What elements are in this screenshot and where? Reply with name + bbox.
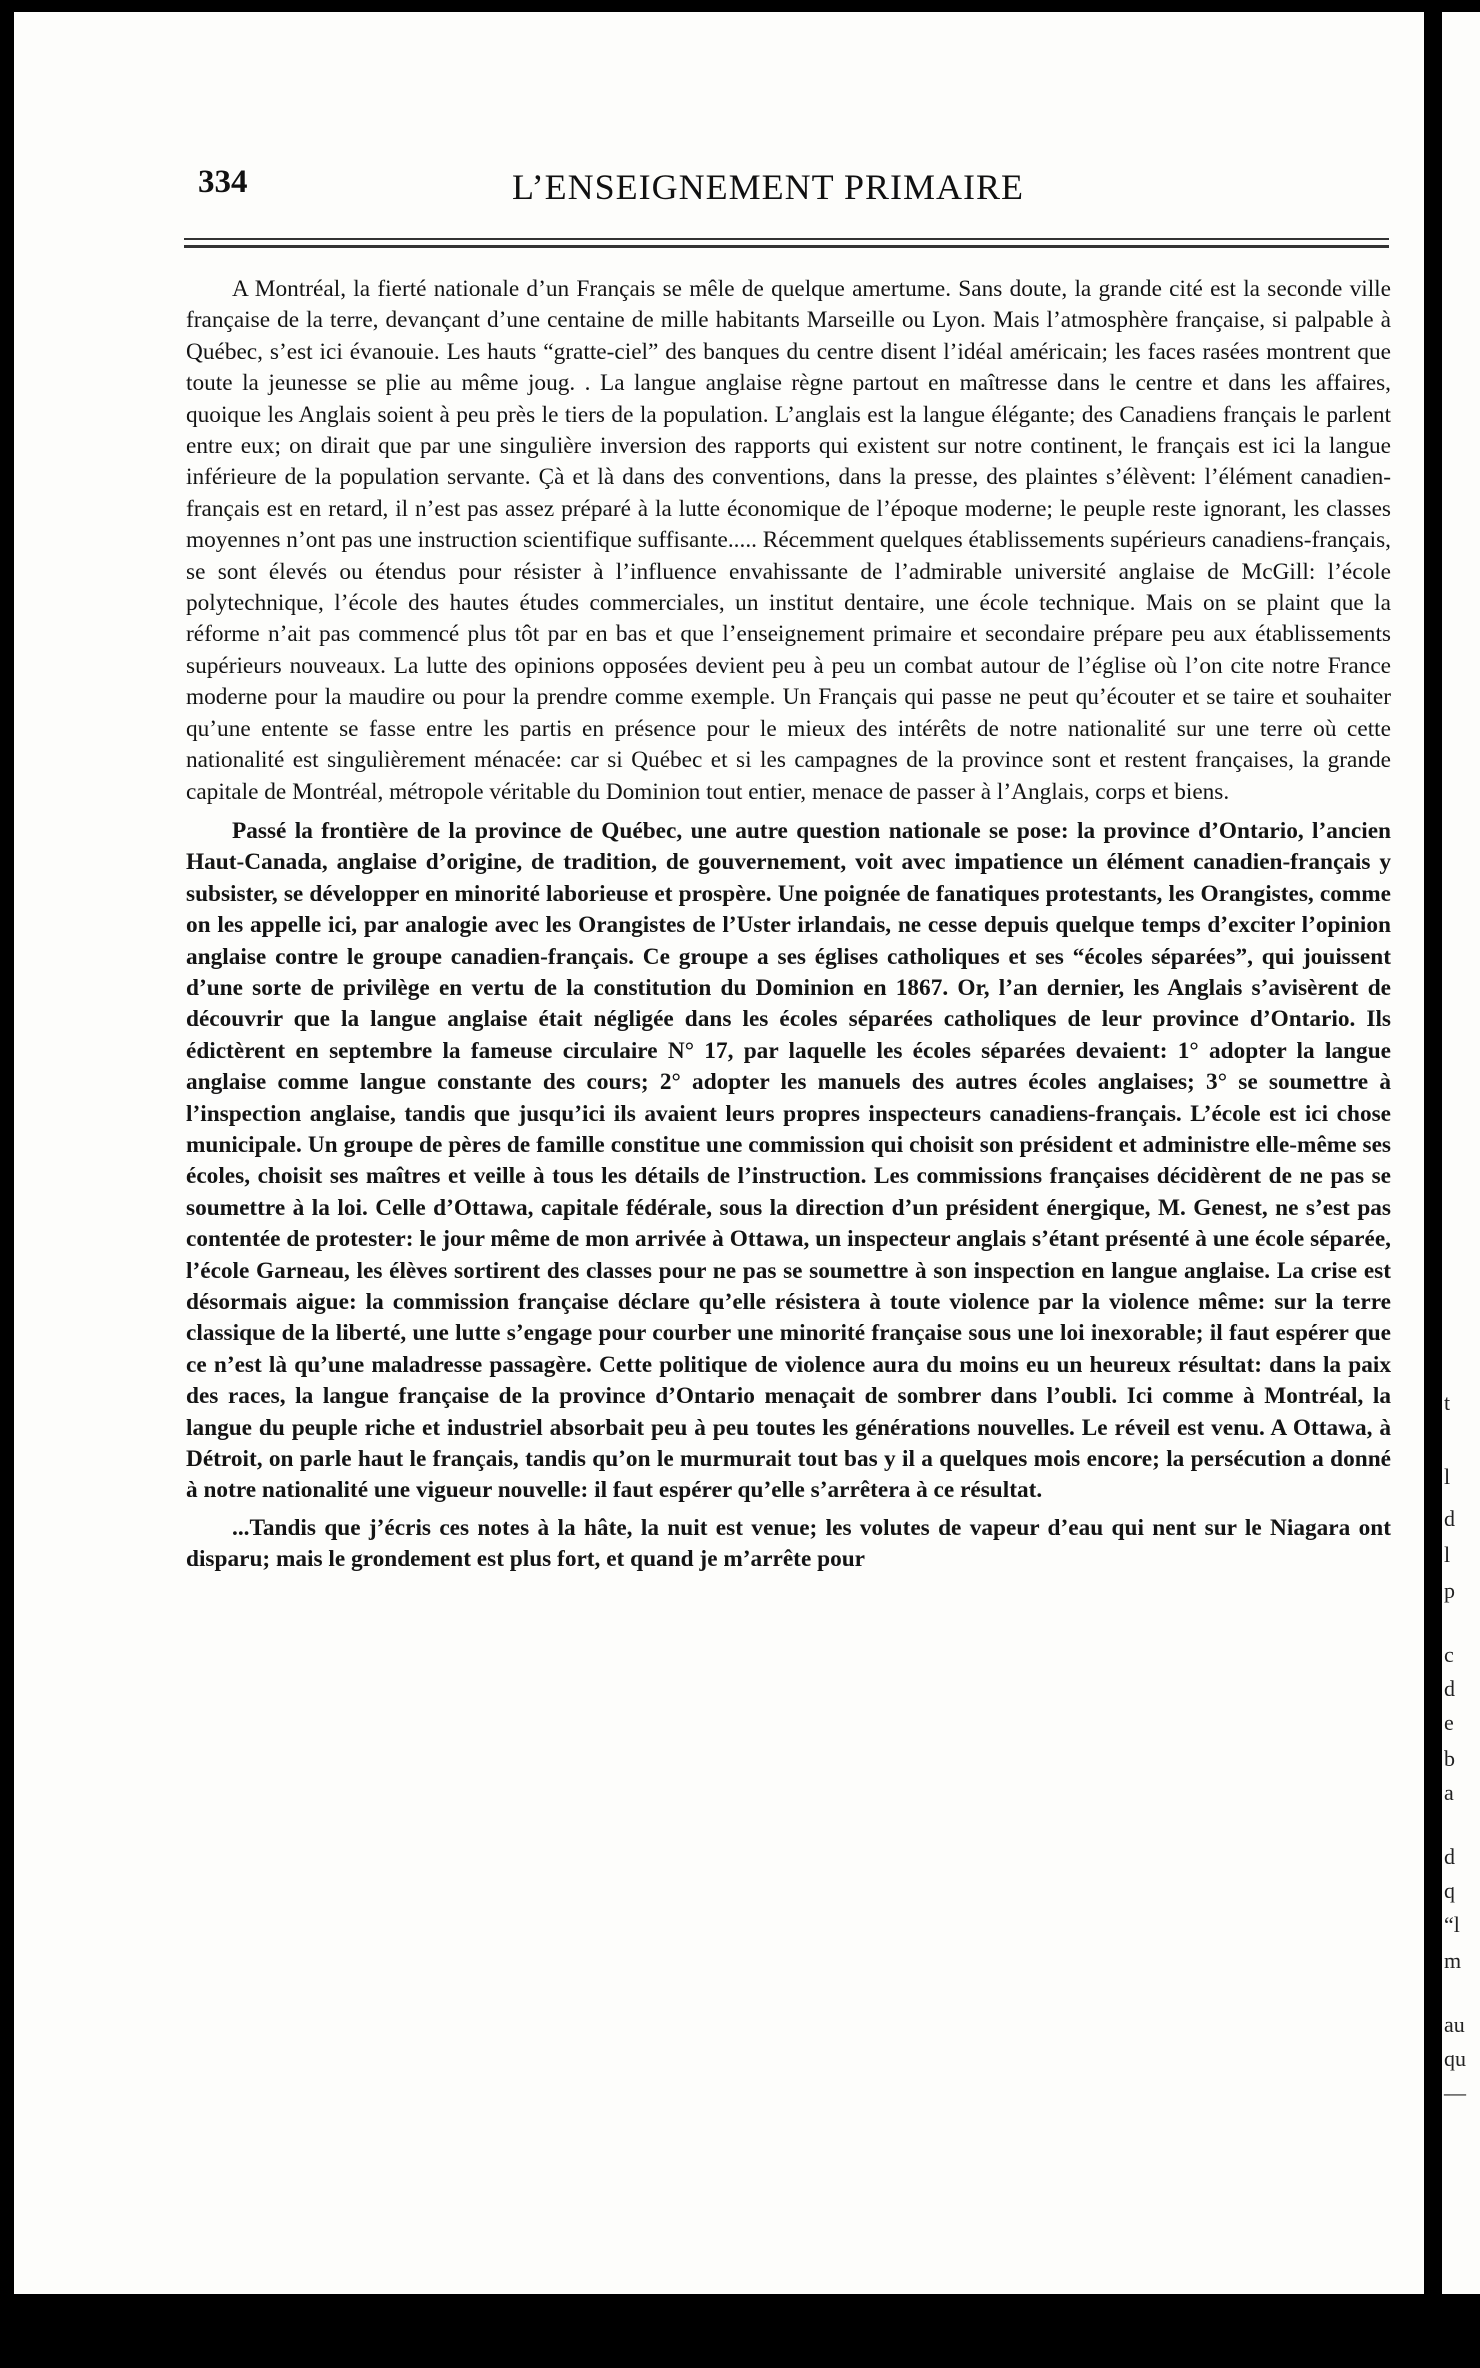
paragraph-niagara: ...Tandis que j’écris ces notes à la hâte, la nuit est venue; les volutes de vapeur d’eau qui nent sur le Niagara ont disparu; mais le grondement est plus fort, et quand je m’arrête pour — [186, 1514, 1391, 1573]
adjacent-page-edge — [1442, 12, 1480, 2294]
adjacent-fragment: “l — [1444, 1912, 1460, 1937]
adjacent-fragment: p — [1444, 1578, 1455, 1603]
adjacent-fragment: l — [1444, 1464, 1451, 1489]
adjacent-fragment: m — [1444, 1948, 1462, 1973]
adjacent-fragment: q — [1444, 1878, 1455, 1903]
header-rule-thin — [184, 238, 1389, 240]
paragraph-montreal: A Montréal, la fierté nationale d’un Français se mêle de quelque amertume. Sans doute, la grande cité est la seconde ville française de la terre, devançant d’une centaine de mille habitants Marseille ou Lyon. Mais l’atmosphère française, si palpable à Québec, s’est ici évanouie. Les hauts “gratte-ciel” des banques du centre disent l’idéal américain; les faces rasées montrent que toute la jeunesse se plie au même joug. . La langue anglaise règne partout en maîtresse dans le centre et dans les affaires, quoique les Anglais soient à peu près le tiers de la population. L’anglais est la langue élégante; des Canadiens français le parlent entre eux; on dirait que par une singulière inversion des rapports qui existent sur notre continent, le français est ici la langue inférieure de la population servante. Çà et là dans des conventions, dans la presse, des plaintes s’élèvent: l’élément canadien-français est en retard, il n’est pas assez préparé à la lutte économique de l’époque moderne; le peuple reste ignorant, les classes moyennes n’ont pas une instruction scientifique suffisante..... Récemment quelques établissements supérieurs canadiens-français, se sont élevés ou étendus pour résister à l’influence envahissante de l’admirable université anglaise de McGill: l’école polytechnique, l’école des hautes études commerciales, un institut dentaire, une école technique. Mais on se plaint que la réforme n’ait pas commencé plus tôt par en bas et que l’enseignement primaire et secondaire prépare peu aux établissements supérieurs nouveaux. La lutte des opinions opposées devient peu à peu un combat autour de l’église où l’on cite notre France moderne pour la maudire ou pour la prendre comme exemple. Un Français qui passe ne peut qu’écouter et se taire et souhaiter qu’une entente se fasse entre les partis en présence pour le mieux des intérêts de notre nationalité sur une terre où cette nationalité est singulièrement ménacée: car si Québec et si les campagnes de la province sont et restent françaises, la grande capitale de Montréal, métropole véritable du Dominion tout entier, menace de passer à l’Anglais, corps et biens. — [186, 276, 1391, 805]
adjacent-fragment: au — [1444, 2012, 1465, 2037]
adjacent-fragment: — — [1444, 2080, 1466, 2105]
adjacent-fragment: qu — [1444, 2046, 1466, 2071]
adjacent-fragment: l — [1444, 1542, 1451, 1567]
adjacent-fragment: a — [1444, 1780, 1454, 1805]
paragraph-ontario: Passé la frontière de la province de Québec, une autre question nationale se pose: la province d’Ontario, l’ancien Haut-Canada, anglaise d’origine, de tradition, de gouvernement, voit avec impatience un élément canadien-français y subsister, se développer en minorité laborieuse et prospère. Une poignée de fanatiques protestants, les Orangistes, comme on les appelle ici, par analogie avec les Orangistes de l’Uster irlandais, ne cesse depuis quelque temps d’exciter l’opinion anglaise contre le groupe canadien-français. Ce groupe a ses églises catholiques et ses “écoles séparées”, qui jouissent d’une sorte de privilège en vertu de la constitution du Dominion en 1867. Or, l’an dernier, les Anglais s’avisèrent de découvrir que la langue anglaise était négligée dans les écoles séparées catholiques de leur province d’Ontario. Ils édictèrent en septembre la fameuse circulaire N° 17, par laquelle les écoles séparées devaient: 1° adopter la langue anglaise comme langue constante des cours; 2° adopter les manuels des autres écoles anglaises; 3° se soumettre à l’inspection anglaise, tandis que jusqu’ici ils avaient leurs propres inspecteurs canadiens-français. L’école est ici chose municipale. Un groupe de pères de famille constitue une commission qui choisit son président et administre elle-même ses écoles, choisit ses maîtres et veille à tous les détails de l’instruction. Les commissions françaises décidèrent de ne pas se soumettre à la loi. Celle d’Ottawa, capitale fédérale, sous la direction d’un président énergique, M. Genest, ne s’est pas contentée de protester: le jour même de mon arrivée à Ottawa, un inspecteur anglais s’étant présenté à une école séparée, l’école Garneau, les élèves sortirent des classes pour ne pas se soumettre à son inspection en langue anglaise. La crise est désormais aigue: la commission française déclare qu’elle résistera à toute violence par la violence même: sur la terre classique de la liberté, une lutte s’engage pour courber une minorité française sous une loi inexorable; il faut espérer que ce n’est là qu’une maladresse passagère. Cette politique de violence aura du moins eu un heureux résultat: dans la paix des races, la langue française de la province d’Ontario menaçait de sombrer dans l’oubli. Ici comme à Montréal, la langue du peuple riche et industriel absorbait peu à peu toutes les générations nouvelles. Le réveil est venu. A Ottawa, à Détroit, on parle haut le français, tandis qu’on le murmurait tout bas y il a quelques mois encore; la persécution a donné à notre nationalité une vigueur nouvelle: il faut espérer qu’elle s’arrêtera à ce résultat. — [186, 817, 1391, 1504]
adjacent-fragment: b — [1444, 1746, 1455, 1771]
page-number: 334 — [198, 164, 248, 200]
adjacent-fragment: e — [1444, 1710, 1454, 1735]
running-title: L’ENSEIGNEMENT PRIMAIRE — [512, 167, 1025, 207]
page-header — [182, 160, 1394, 214]
header-rule-thick — [184, 245, 1389, 248]
adjacent-fragment: c — [1444, 1642, 1454, 1667]
adjacent-fragment: d — [1444, 1844, 1455, 1869]
adjacent-fragment: d — [1444, 1676, 1455, 1701]
adjacent-fragment: t — [1444, 1390, 1451, 1415]
body-text — [186, 274, 1391, 1576]
book-page — [14, 12, 1424, 2294]
adjacent-fragment: d — [1444, 1506, 1455, 1531]
